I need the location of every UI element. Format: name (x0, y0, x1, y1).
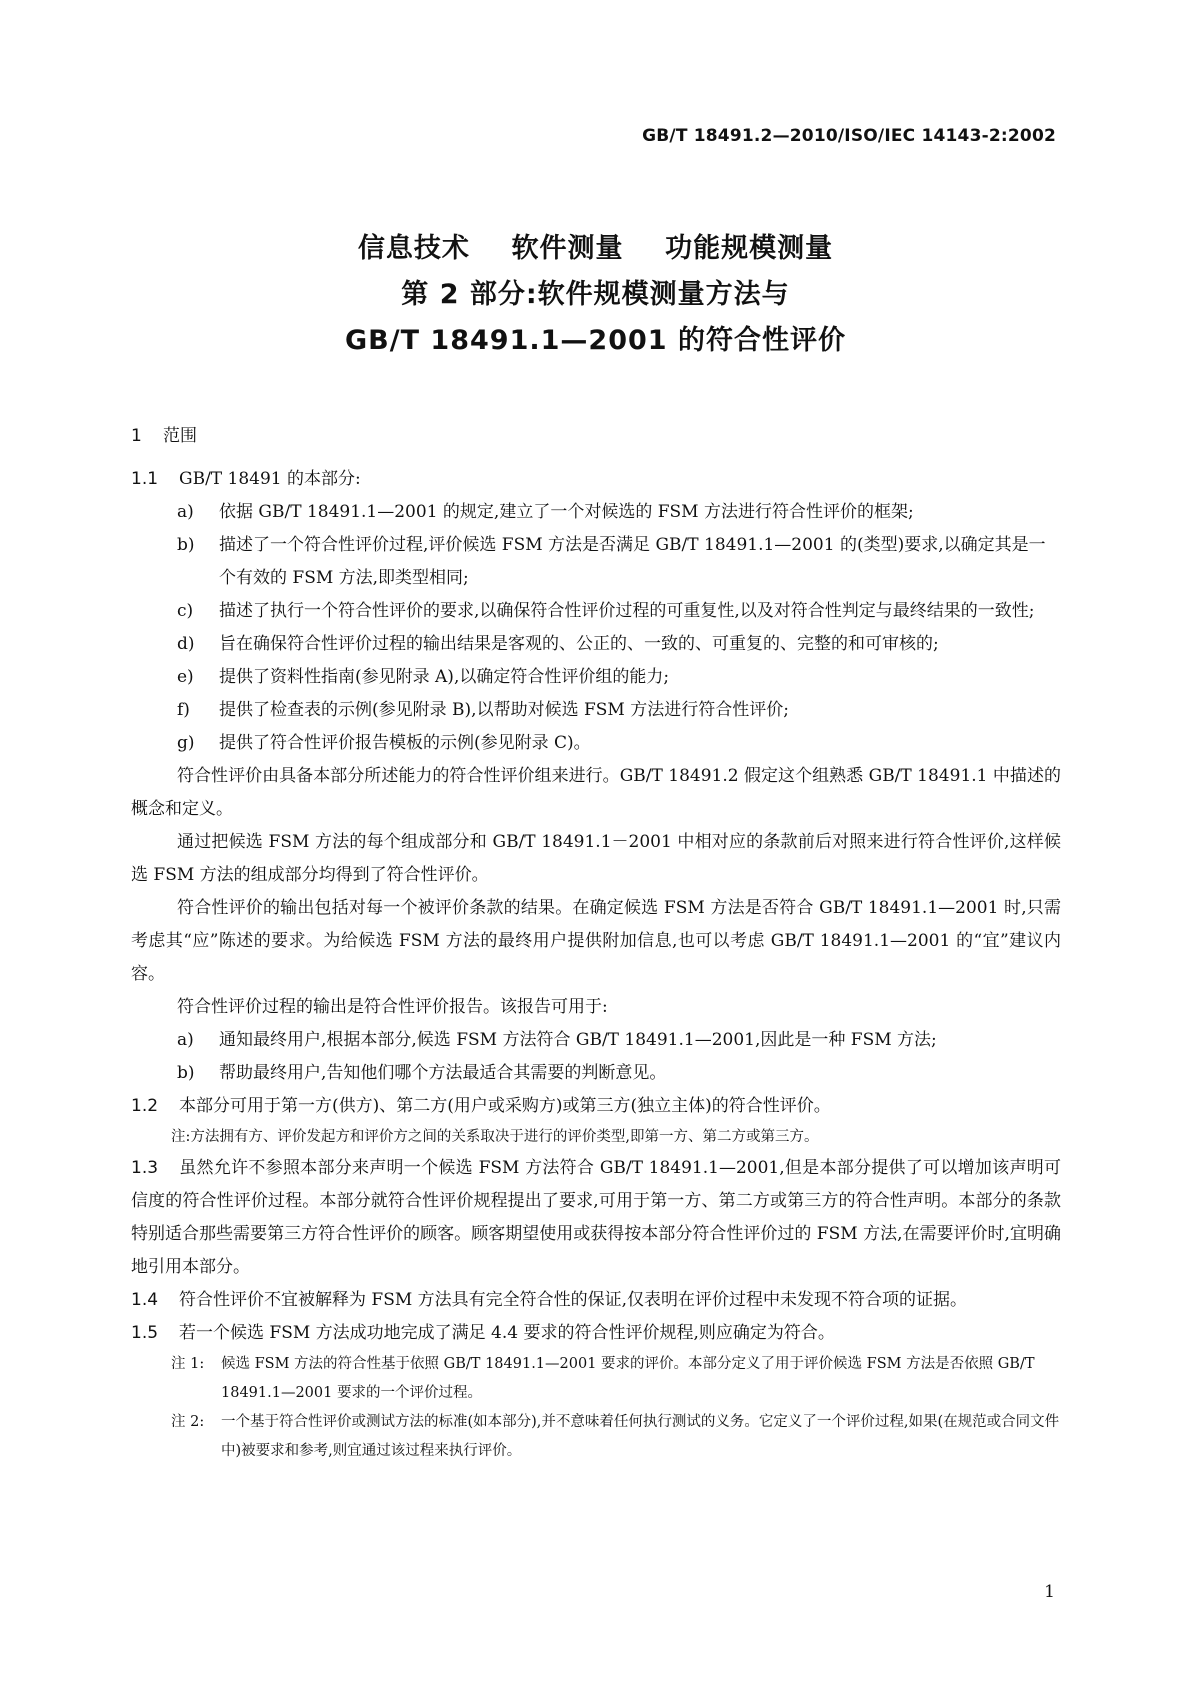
list-item (131, 661, 1061, 694)
list-label: d) (177, 634, 195, 654)
clause-number: 1.4 (131, 1290, 159, 1310)
list-item (131, 727, 1061, 760)
clause-number: 1.1 (131, 469, 159, 489)
list-item (131, 1057, 1061, 1090)
list-text: 提供了资料性指南(参见附录 A),以确定符合性评价组的能力; (219, 667, 670, 687)
note-label: 注 2: (171, 1414, 205, 1430)
list-item (131, 496, 1061, 529)
note (131, 1350, 1061, 1408)
clause-text: 本部分可用于第一方(供方)、第二方(用户或采购方)或第三方(独立主体)的符合性评价。 (179, 1096, 831, 1116)
section-heading (131, 420, 1061, 453)
paragraph: 符合性评价由具备本部分所述能力的符合性评价组来进行。GB/T 18491.2 假定这个组熟悉 GB/T 18491.1 中描述的概念和定义。 (131, 766, 1061, 819)
clause-text: GB/T 18491 的本部分: (179, 469, 361, 489)
list-label: b) (177, 535, 195, 555)
note (131, 1408, 1061, 1466)
clause-text: 若一个候选 FSM 方法成功地完成了满足 4.4 要求的符合性评价规程,则应确定为符合。 (179, 1323, 835, 1343)
document-body (131, 420, 1061, 1466)
note-text: 一个基于符合性评价或测试方法的标准(如本部分),并不意味着任何执行测试的义务。它定义了一个评价过程,如果(在规范或合同文件中)被要求和参考,则宜通过该过程来执行评价。 (221, 1414, 1060, 1459)
section-number: 1 (131, 426, 142, 446)
note-text: 候选 FSM 方法的符合性基于依照 GB/T 18491.1—2001 要求的评价。本部分定义了用于评价候选 FSM 方法是否依照 GB/T 18491.1—2001 要求的一个评价过程。 (221, 1356, 1035, 1401)
list-text: 描述了执行一个符合性评价的要求,以确保符合性评价过程的可重复性,以及对符合性判定与最终结果的一致性; (219, 601, 1035, 621)
list-text: 旨在确保符合性评价过程的输出结果是客观的、公正的、一致的、可重复的、完整的和可审核的; (219, 634, 939, 654)
clause-1-3 (131, 1152, 1061, 1284)
list-item (131, 694, 1061, 727)
list-item (131, 529, 1061, 595)
title-line-3: GB/T 18491.1—2001 的符合性评价 (345, 325, 846, 356)
clause-number: 1.5 (131, 1323, 159, 1343)
section-title: 范围 (163, 426, 197, 446)
title-line-2: 第 2 部分:软件规模测量方法与 (401, 279, 790, 310)
list-text: 依据 GB/T 18491.1—2001 的规定,建立了一个对候选的 FSM 方法进行符合性评价的框架; (219, 502, 914, 522)
clause-text: 虽然允许不参照本部分来声明一个候选 FSM 方法符合 GB/T 18491.1—2001,但是本部分提供了可以增加该声明可信度的符合性评价过程。本部分就符合性评价规程提出了要求,可用于第一方、第二方或第三方的符合性声明。本部分的条款特别适合那些需要第三方符合性评价的顾客。顾客期望使用或获得按本部分符合性评价过的 FSM 方法,在需要评价时,宜明确地引用本部分。 (131, 1158, 1061, 1277)
clause-1-5 (131, 1317, 1061, 1350)
list-label: f) (177, 700, 190, 720)
list-text: 提供了符合性评价报告模板的示例(参见附录 C)。 (219, 733, 591, 753)
paragraph: 符合性评价的输出包括对每一个被评价条款的结果。在确定候选 FSM 方法是否符合 GB/T 18491.1—2001 时,只需考虑其“应”陈述的要求。为给候选 FSM 方法的最终用户提供附加信息,也可以考虑 GB/T 18491.1—2001 的“宜”建议内容。 (131, 898, 1061, 984)
note: 注:方法拥有方、评价发起方和评价方之间的关系取决于进行的评价类型,即第一方、第二方或第三方。 (171, 1129, 819, 1145)
list-text: 描述了一个符合性评价过程,评价候选 FSM 方法是否满足 GB/T 18491.1—2001 的(类型)要求,以确定其是一个有效的 FSM 方法,即类型相同; (219, 535, 1046, 588)
clause-number: 1.2 (131, 1096, 159, 1116)
list-item (131, 595, 1061, 628)
document-title (0, 226, 1191, 364)
list-text: 提供了检查表的示例(参见附录 B),以帮助对候选 FSM 方法进行符合性评价; (219, 700, 789, 720)
page-number: 1 (1044, 1582, 1055, 1602)
list-label: g) (177, 733, 195, 753)
list-text: 通知最终用户,根据本部分,候选 FSM 方法符合 GB/T 18491.1—2001,因此是一种 FSM 方法; (219, 1030, 937, 1050)
paragraph: 符合性评价过程的输出是符合性评价报告。该报告可用于: (177, 997, 608, 1017)
clause-text: 符合性评价不宜被解释为 FSM 方法具有完全符合性的保证,仅表明在评价过程中未发现不符合项的证据。 (179, 1290, 968, 1310)
list-label: a) (177, 502, 194, 522)
clause-1-2 (131, 1090, 1061, 1123)
clause-1-4 (131, 1284, 1061, 1317)
list-label: b) (177, 1063, 195, 1083)
paragraph: 通过把候选 FSM 方法的每个组成部分和 GB/T 18491.1－2001 中相对应的条款前后对照来进行符合性评价,这样候选 FSM 方法的组成部分均得到了符合性评价。 (131, 832, 1061, 885)
clause-1-1 (131, 463, 1061, 496)
note-label: 注 1: (171, 1356, 205, 1372)
standard-number-header: GB/T 18491.2—2010/ISO/IEC 14143-2:2002 (642, 126, 1056, 146)
list-item (131, 1024, 1061, 1057)
list-label: a) (177, 1030, 194, 1050)
list-text: 帮助最终用户,告知他们哪个方法最适合其需要的判断意见。 (219, 1063, 667, 1083)
list-item (131, 628, 1061, 661)
list-label: e) (177, 667, 194, 687)
title-line-1: 信息技术 软件测量 功能规模测量 (357, 233, 834, 264)
list-label: c) (177, 601, 194, 621)
clause-number: 1.3 (131, 1158, 159, 1178)
